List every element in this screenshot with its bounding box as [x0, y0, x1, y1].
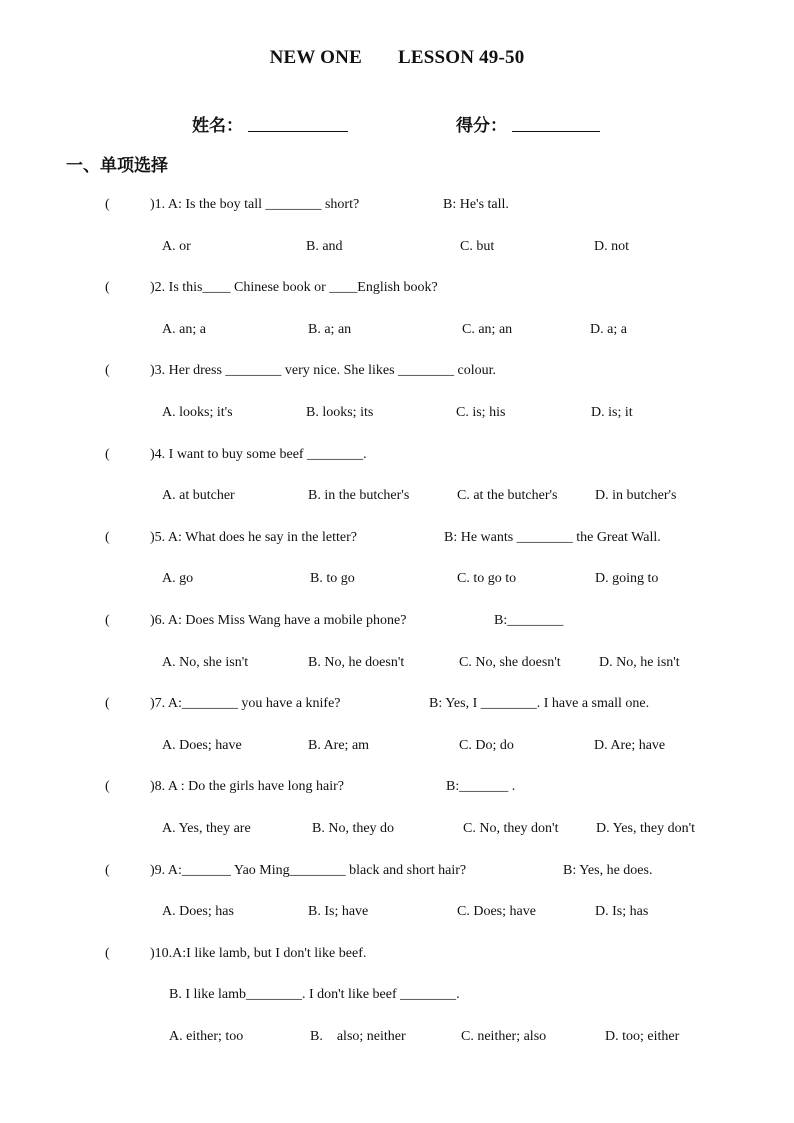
question-text: )2. Is this____ Chinese book or ____English book? — [150, 280, 438, 295]
option-a: A. Does; have — [162, 738, 242, 753]
score-label: 得分： — [456, 116, 507, 136]
page-title — [0, 47, 794, 69]
question-b-text: B: Yes, he does. — [563, 863, 653, 878]
option-d: D. in butcher's — [595, 488, 677, 503]
option-c: C. but — [460, 239, 495, 254]
question-b-text: B: Yes, I ________. I have a small one. — [429, 696, 650, 711]
option-d: D. No, he isn't — [599, 655, 680, 670]
name-score-bar — [0, 111, 794, 135]
question-5 — [0, 530, 794, 550]
options-8 — [0, 821, 794, 841]
option-d: D. too; either — [605, 1029, 680, 1044]
option-d: D. a; a — [590, 322, 627, 337]
option-c: C. is; his — [456, 405, 506, 420]
question-9 — [0, 863, 794, 883]
option-d: D. Yes, they don't — [596, 821, 695, 836]
question-text: )7. A:________ you have a knife? — [150, 696, 341, 711]
answer-paren[interactable]: ( — [105, 696, 110, 711]
option-b: B. and — [306, 239, 343, 254]
options-9 — [0, 904, 794, 924]
question-text: )8. A : Do the girls have long hair? — [150, 779, 345, 794]
title-right: LESSON 49-50 — [397, 47, 525, 68]
answer-paren[interactable]: ( — [105, 197, 110, 212]
option-a: A. Does; has — [162, 904, 234, 919]
section-title: 一、单项选择 — [66, 156, 168, 176]
question-6 — [0, 613, 794, 633]
option-c: C. neither; also — [461, 1029, 547, 1044]
option-d: D. not — [594, 239, 629, 254]
question-text: )3. Her dress ________ very nice. She likes ________ colour. — [150, 363, 497, 378]
option-b: B. Are; am — [308, 738, 370, 753]
option-b: B. No, they do — [312, 821, 395, 836]
question-text: )4. I want to buy some beef ________. — [150, 447, 367, 462]
question-b-text: B:________ — [494, 613, 564, 628]
options-4 — [0, 488, 794, 508]
options-5 — [0, 571, 794, 591]
answer-paren[interactable]: ( — [105, 613, 110, 628]
name-blank[interactable] — [248, 131, 348, 132]
answer-paren[interactable]: ( — [105, 530, 110, 545]
option-a: A. No, she isn't — [162, 655, 249, 670]
answer-paren[interactable]: ( — [105, 363, 110, 378]
option-a: A. Yes, they are — [162, 821, 251, 836]
option-c: C. Does; have — [457, 904, 536, 919]
options-2 — [0, 322, 794, 342]
options-7 — [0, 738, 794, 758]
option-c: C. Do; do — [459, 738, 514, 753]
answer-paren[interactable]: ( — [105, 447, 110, 462]
score-blank[interactable] — [512, 131, 600, 132]
question-text: )6. A: Does Miss Wang have a mobile phone? — [150, 613, 407, 628]
options-10 — [0, 1029, 794, 1049]
option-c: C. to go to — [457, 571, 517, 586]
question-b-text: B: He's tall. — [443, 197, 509, 212]
title-left: NEW ONE — [269, 47, 362, 68]
option-a: A. either; too — [169, 1029, 244, 1044]
answer-paren[interactable]: ( — [105, 863, 110, 878]
option-d: D. Is; has — [595, 904, 649, 919]
question-3 — [0, 363, 794, 383]
option-b: B. No, he doesn't — [308, 655, 405, 670]
option-b: B. in the butcher's — [308, 488, 410, 503]
option-d: D. going to — [595, 571, 659, 586]
question-4 — [0, 447, 794, 467]
question-line-2-text: B. I like lamb________. I don't like beef ________. — [169, 987, 460, 1002]
question-10-line-2 — [0, 987, 794, 1007]
answer-paren[interactable]: ( — [105, 779, 110, 794]
option-d: D. is; it — [591, 405, 633, 420]
options-3 — [0, 405, 794, 425]
question-8 — [0, 779, 794, 799]
question-text: )5. A: What does he say in the letter? — [150, 530, 357, 545]
question-1 — [0, 197, 794, 217]
option-c: C. No, they don't — [463, 821, 559, 836]
question-text: )9. A:_______ Yao Ming________ black and short hair? — [150, 863, 467, 878]
question-7 — [0, 696, 794, 716]
question-2 — [0, 280, 794, 300]
question-b-text: B: He wants ________ the Great Wall. — [444, 530, 661, 545]
option-a: A. or — [162, 239, 191, 254]
option-b: B. looks; its — [306, 405, 374, 420]
option-a: A. go — [162, 571, 194, 586]
option-c: C. an; an — [462, 322, 513, 337]
question-10 — [0, 946, 794, 966]
option-b: B. Is; have — [308, 904, 369, 919]
options-1 — [0, 239, 794, 259]
options-6 — [0, 655, 794, 675]
option-c: C. at the butcher's — [457, 488, 558, 503]
question-b-text: B:_______ . — [446, 779, 516, 794]
option-c: C. No, she doesn't — [459, 655, 561, 670]
option-b: B. a; an — [308, 322, 352, 337]
answer-paren[interactable]: ( — [105, 280, 110, 295]
option-b: B. to go — [310, 571, 355, 586]
answer-paren[interactable]: ( — [105, 946, 110, 961]
question-text: )1. A: Is the boy tall ________ short? — [150, 197, 360, 212]
option-a: A. looks; it's — [162, 405, 233, 420]
option-d: D. Are; have — [594, 738, 666, 753]
option-a: A. at butcher — [162, 488, 235, 503]
option-a: A. an; a — [162, 322, 206, 337]
name-label: 姓名： — [192, 116, 243, 136]
question-text: )10.A:I like lamb, but I don't like beef. — [150, 946, 367, 961]
option-b: B. also; neither — [310, 1029, 406, 1044]
